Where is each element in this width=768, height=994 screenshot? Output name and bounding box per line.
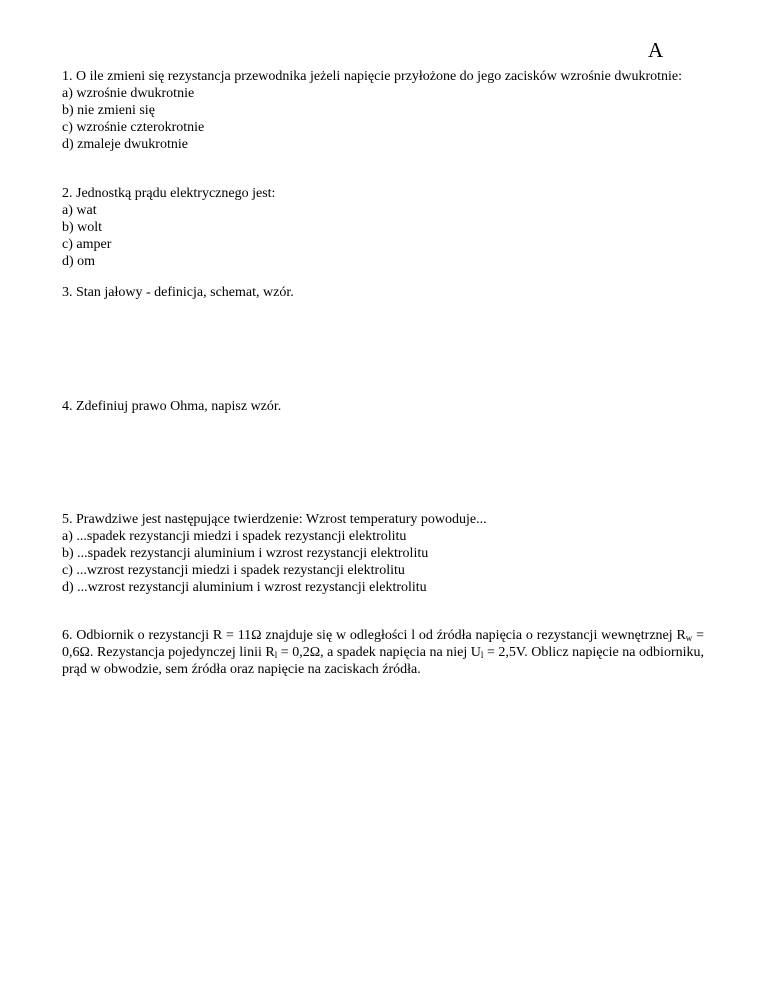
question-5-text: 5. Prawdziwe jest następujące twierdzenie: Wzrost temperatury powoduje... xyxy=(62,512,487,527)
question-4 xyxy=(62,398,704,415)
question-3-text: 3. Stan jałowy - definicja, schemat, wzór. xyxy=(62,285,294,300)
question-5-options xyxy=(62,528,704,596)
question-2-options xyxy=(62,202,704,270)
question-1-text: 1. O ile zmieni się rezystancja przewodnika jeżeli napięcie przyłożone do jego zacisków wzrośnie dwukrotnie: xyxy=(62,69,683,84)
question-1-options xyxy=(62,85,704,153)
question-5 xyxy=(62,511,704,596)
subscript-l: l xyxy=(274,650,278,660)
option-d: d) zmaleje dwukrotnie xyxy=(62,137,188,152)
test-variant-label: A xyxy=(648,38,664,62)
option-b: b) wolt xyxy=(62,220,103,235)
option-a: a) wzrośnie dwukrotnie xyxy=(62,86,195,101)
option-a: a) wat xyxy=(62,203,97,218)
question-6-text-part-3: = 0,2Ω, a spadek napięcia na niej U xyxy=(277,645,481,660)
option-b: b) ...spadek rezystancji aluminium i wzrost rezystancji elektrolitu xyxy=(62,546,429,561)
question-2-text: 2. Jednostką prądu elektrycznego jest: xyxy=(62,186,276,201)
option-b: b) nie zmieni się xyxy=(62,103,155,118)
option-d: d) ...wzrost rezystancji aluminium i wzrost rezystancji elektrolitu xyxy=(62,580,427,595)
option-d: d) om xyxy=(62,254,96,269)
question-6-text-part-4: = 2,5V. Oblicz napięcie na odbiorniku, prąd w obwodzie, sem źródła oraz napięcie na zaciskach źródła. xyxy=(62,645,704,677)
question-6 xyxy=(62,627,704,678)
subscript-l: l xyxy=(480,650,484,660)
subscript-w: w xyxy=(685,633,693,643)
option-a: a) ...spadek rezystancji miedzi i spadek rezystancji elektrolitu xyxy=(62,529,407,544)
question-2 xyxy=(62,185,704,270)
question-4-text: 4. Zdefiniuj prawo Ohma, napisz wzór. xyxy=(62,399,282,414)
question-6-text xyxy=(62,627,704,678)
question-6-text-part-2: = 0,6Ω. Rezystancja pojedynczej linii R xyxy=(62,628,704,660)
option-c: c) amper xyxy=(62,237,112,252)
question-3 xyxy=(62,284,704,301)
option-c: c) ...wzrost rezystancji miedzi i spadek rezystancji elektrolitu xyxy=(62,563,405,578)
question-6-text-part-1: 6. Odbiornik o rezystancji R = 11Ω znajduje się w odległości l od źródła napięcia o rezystancji wewnętrznej R xyxy=(62,628,686,643)
option-c: c) wzrośnie czterokrotnie xyxy=(62,120,205,135)
question-1 xyxy=(62,68,704,153)
